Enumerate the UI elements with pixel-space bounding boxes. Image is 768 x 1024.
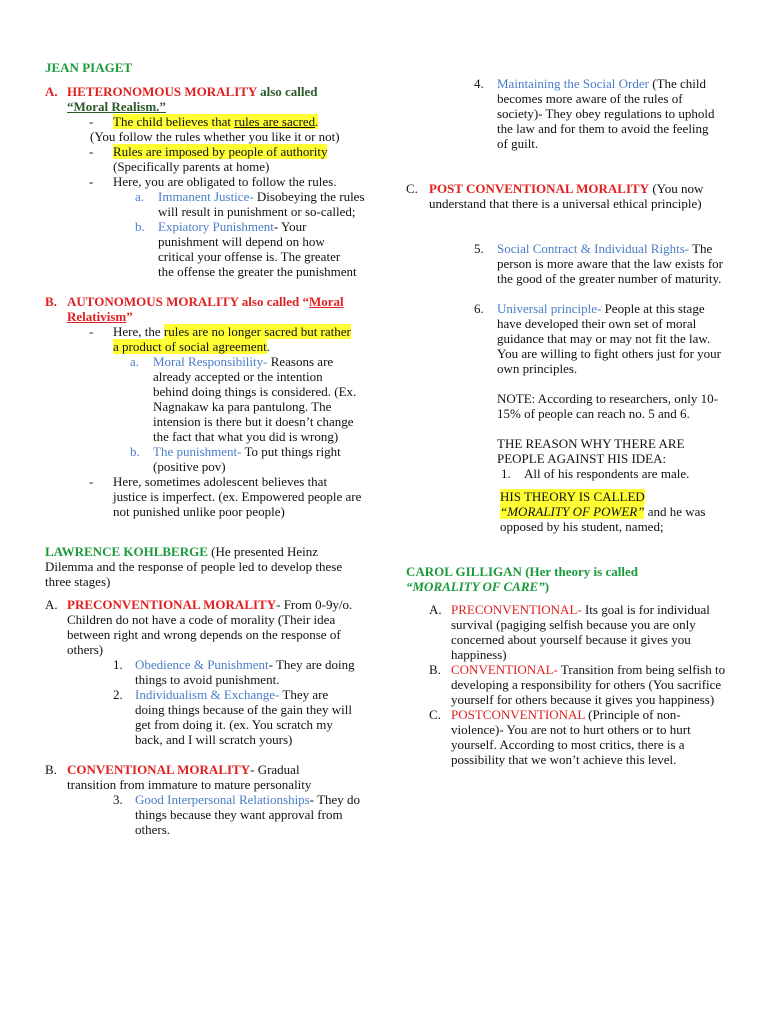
reason-item: 1. All of his respondents are male. (501, 466, 690, 481)
right-column (406, 76, 726, 767)
list-item: - Here, sometimes adolescent believes that justice is imperfect. (ex. Empowered people are not punished unlike poor people) (89, 474, 362, 519)
sub-item: b. The punishment- To put things right (positive pov) (130, 444, 341, 474)
list-item-extra: (You follow the rules whether you like it or not) (90, 129, 340, 144)
stage-item: 6. Universal principle- People at this stage have developed their own set of moral guidance that may or may not fit the law. You are willing to fight others just for your own principles. (474, 301, 721, 376)
kohlberg-section-c: C. POST CONVENTIONAL MORALITY (You now understand that there is a universal ethical principle) (406, 181, 704, 211)
kohlberg-section-b: B. CONVENTIONAL MORALITY- Gradual transition from immature to mature personality (45, 762, 312, 792)
stage-item: 4. Maintaining the Social Order (The child becomes more aware of the rules of society)- They obey regulations to uphold the law and for them to avoid the feeling of guilt. (474, 76, 715, 151)
section-marker: A. (45, 84, 58, 99)
section-alias: “Moral Realism.” (67, 99, 166, 114)
power-note: HIS THEORY IS CALLED “MORALITY OF POWER” and he was opposed by his student, named; (500, 489, 706, 534)
kohlberg-title: LAWRENCE KOHLBERGE (He presented Heinz Dilemma and the response of people led to develop these three stages) (45, 544, 343, 589)
list-item: - Here, the rules are no longer sacred but rather a product of social agreement. (89, 324, 351, 354)
left-column (45, 60, 375, 837)
stage-item: 1. Obedience & Punishment- They are doing things to avoid punishment. (113, 657, 355, 687)
care-item: B. CONVENTIONAL- Transition from being selfish to developing a responsibility for others (You sacrifice yourself for others because it gives you happiness) (429, 662, 726, 707)
care-item: A. PRECONVENTIONAL- Its goal is for individual survival (pagiging selfish because you are only concerned about yourself because it gives you happiness) (429, 602, 710, 662)
list-item: - Rules are imposed by people of authority (Specifically parents at home) (89, 144, 328, 174)
piaget-title: JEAN PIAGET (45, 60, 133, 75)
list-item: - Here, you are obligated to follow the rules. (89, 174, 337, 189)
section-title: HETERONOMOUS MORALITY (67, 84, 257, 99)
stage-item: 2. Individualism & Exchange- They are doing things because of the gain they will get from doing it. (ex. You scratch my back, and I will scratch yours) (113, 687, 352, 747)
note-text: NOTE: According to researchers, only 10-15% of people can reach no. 5 and 6. (497, 391, 718, 421)
stage-item: 5. Social Contract & Individual Rights- The person is more aware that the law exists for the good of the greater number of maturity. (474, 241, 723, 286)
list-item: - The child believes that rules are sacred. (89, 114, 319, 129)
kohlberg-section-a: A. PRECONVENTIONAL MORALITY- From 0-9y/o. Children do not have a code of morality (Their idea between right and wrong depends on the response of others) (45, 597, 353, 657)
reason-heading: THE REASON WHY THERE ARE PEOPLE AGAINST HIS IDEA: (497, 436, 685, 466)
piaget-section-a: A. HETERONOMOUS MORALITY also called “Moral Realism.” (45, 84, 318, 114)
sub-item: a. Immanent Justice- Disobeying the rules will result in punishment or so-called; (135, 189, 365, 219)
sub-item: a. Moral Responsibility- Reasons are already accepted or the intention behind doing things is considered. (Ex. Nagnakaw ka para pantulong. The intension is there but it doesn’t change the fact that what you did is wrong) (130, 354, 357, 444)
piaget-section-b: B. AUTONOMOUS MORALITY also called “Moral Relativism” (45, 294, 344, 324)
care-item: C. POSTCONVENTIONAL (Principle of non-violence)- You are not to hurt others or to hurt yourself. According to most critics, there is a possibility that we won’t achieve this level. (429, 707, 691, 767)
gilligan-title: CAROL GILLIGAN (Her theory is called “MORALITY OF CARE”) (406, 564, 638, 594)
stage-item: 3. Good Interpersonal Relationships- They do things because they want approval from others. (113, 792, 361, 837)
sub-item: b. Expiatory Punishment- Your punishment will depend on how critical your offense is. The greater the offense the greater the punishment (135, 219, 357, 279)
